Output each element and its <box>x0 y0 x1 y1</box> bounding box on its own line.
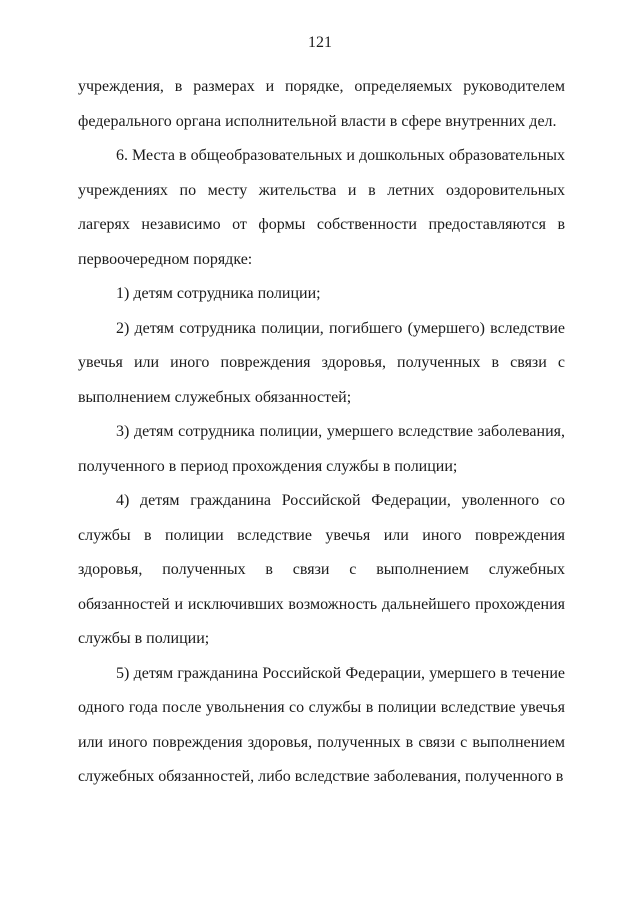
paragraph-continuation: учреждения, в размерах и порядке, определяемых руководителем федерального органа исполнительной власти в сфере внутренних дел. <box>78 78 565 130</box>
list-item-2: 2) детям сотрудника полиции, погибшего (умершего) вследствие увечья или иного повреждения здоровья, полученных в связи с выполнением служебных обязанностей; <box>78 319 565 406</box>
page-number: 121 <box>308 34 332 51</box>
list-item-5: 5) детям гражданина Российской Федерации, умершего в течение одного года после увольнения со службы в полиции вследствие увечья или иного повреждения здоровья, полученных в связи с выполнением служебных обязанностей, либо вследствие заболевания, полученного в <box>78 664 565 785</box>
list-item-4: 4) детям гражданина Российской Федерации, уволенного со службы в полиции вследствие увечья или иного повреждения здоровья, полученных в связи с выполнением служебных обязанностей и исключивших возможность дальнейшего прохождения службы в полиции; <box>78 492 565 647</box>
document-body <box>78 70 565 795</box>
list-item-3: 3) детям сотрудника полиции, умершего вследствие заболевания, полученного в период прохождения службы в полиции; <box>78 423 565 475</box>
list-item-1: 1) детям сотрудника полиции; <box>116 285 321 302</box>
paragraph-item-6: 6. Места в общеобразовательных и дошкольных образовательных учреждениях по месту жительства и в летних оздоровительных лагерях независимо от формы собственности предоставляются в первоочередном порядке: <box>78 147 565 268</box>
